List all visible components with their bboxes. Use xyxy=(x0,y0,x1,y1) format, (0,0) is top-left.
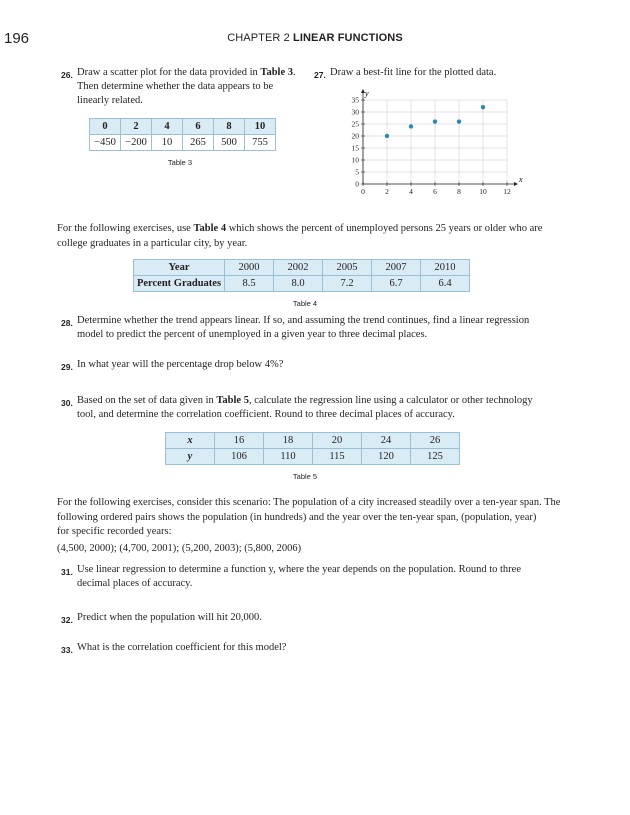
table-5-row-label: x xyxy=(166,433,215,449)
chart-grid xyxy=(363,100,507,184)
table-5 xyxy=(165,432,460,465)
table-3-value-row xyxy=(90,135,276,151)
table-4-cell: 6.4 xyxy=(421,276,470,292)
running-head xyxy=(0,32,630,44)
table-4-intro xyxy=(57,222,577,251)
table-4 xyxy=(133,259,470,292)
exercise-31-line2: decimal places of accuracy. xyxy=(77,578,193,589)
exercise-31-line1: Use linear regression to determine a function y, where the year depends on the population. Round to three xyxy=(77,564,521,575)
table-5-cell: 24 xyxy=(362,433,411,449)
chart-x-axis-arrow xyxy=(514,182,518,186)
table-4-cell: 2002 xyxy=(274,260,323,276)
table-3-header-cell: 10 xyxy=(245,119,276,135)
chart-y-tick-label: 25 xyxy=(351,119,359,129)
chart-point xyxy=(409,124,413,128)
exercise-26-table-ref: Table 3 xyxy=(260,67,293,78)
table-4-cell: 2010 xyxy=(421,260,470,276)
chart-axes xyxy=(361,89,518,186)
chart-y-tick-label: 20 xyxy=(351,131,359,141)
chart-x-tick-label: 12 xyxy=(503,187,511,196)
table-5-cell: 16 xyxy=(215,433,264,449)
exercise-30-text-b: , calculate the regression line using a calculator or other technology xyxy=(248,395,533,406)
table-3-value-cell: 500 xyxy=(214,135,245,151)
exercise-33-number: 33. xyxy=(61,645,73,655)
page-number: 196 xyxy=(4,30,30,47)
table-5-cell: 20 xyxy=(313,433,362,449)
table-4-intro-ref: Table 4 xyxy=(193,223,227,234)
table-3-header-cell: 2 xyxy=(121,119,152,135)
table-3-header-cell: 8 xyxy=(214,119,245,135)
exercise-32-number: 32. xyxy=(61,615,73,625)
exercise-30-table-ref: Table 5 xyxy=(216,395,249,406)
table-4-intro-b: which shows the percent of unemployed persons 25 years or older who are xyxy=(226,223,543,234)
exercise-27-number: 27. xyxy=(314,70,326,80)
exercise-31-text xyxy=(77,563,577,591)
exercise-26-text-a: Draw a scatter plot for the data provided in xyxy=(77,67,261,78)
table-4-cell: 6.7 xyxy=(372,276,421,292)
table-5-cell: 125 xyxy=(411,449,460,465)
exercise-26-number: 26. xyxy=(61,70,73,80)
chart-point xyxy=(481,105,485,109)
table-5-row-label: y xyxy=(166,449,215,465)
chart-x-axis-label: x xyxy=(519,175,523,184)
exercise-30-text-a: Based on the set of data given in xyxy=(77,395,217,406)
exercise-32-text: Predict when the population will hit 20,000. xyxy=(77,612,262,623)
table-4-intro-a: For the following exercises, use xyxy=(57,223,194,234)
table-5-cell: 120 xyxy=(362,449,411,465)
chart-y-tick-label: 35 xyxy=(351,95,359,105)
table-4-cell: 7.2 xyxy=(323,276,372,292)
table-4-cell: 8.5 xyxy=(225,276,274,292)
table-4-cell: 8.0 xyxy=(274,276,323,292)
chart-x-tick-label: 4 xyxy=(409,187,413,196)
table-4-row-label: Year xyxy=(134,260,225,276)
chapter-title: LINEAR FUNCTIONS xyxy=(293,32,403,44)
table-5-row-y xyxy=(166,449,460,465)
chart-point xyxy=(433,119,437,123)
table-3-value-cell: 265 xyxy=(183,135,214,151)
population-pairs: (4,500, 2000); (4,700, 2001); (5,200, 2003); (5,800, 2006) xyxy=(57,543,302,554)
table-3-value-cell: 10 xyxy=(152,135,183,151)
table-3-caption: Table 3 xyxy=(167,158,193,167)
table-4-cell: 2005 xyxy=(323,260,372,276)
chart-y-tick-label: 0 xyxy=(355,179,359,189)
chart-x-tick-label: 6 xyxy=(433,187,437,196)
table-4-caption: Table 4 xyxy=(292,299,318,308)
table-5-caption: Table 5 xyxy=(292,472,318,481)
exercise-28-number: 28. xyxy=(61,318,73,328)
table-4-cell: 2007 xyxy=(372,260,421,276)
exercise-30-text xyxy=(77,394,577,422)
exercise-26-line2: Then determine whether the data appears to be xyxy=(77,81,274,92)
exercise-26-line3: linearly related. xyxy=(77,95,143,106)
chart-y-tick-label: 30 xyxy=(351,107,359,117)
exercise-28-line1: Determine whether the trend appears linear. If so, and assuming the trend continues, find a linear regression xyxy=(77,315,530,326)
table-3-header-cell: 4 xyxy=(152,119,183,135)
chart-y-axis-label: y xyxy=(365,89,369,98)
exercise-26-text-b: . xyxy=(293,67,296,78)
table-4-row-year xyxy=(134,260,470,276)
chapter-label: CHAPTER 2 xyxy=(227,32,290,44)
table-3-header-row xyxy=(90,119,276,135)
chart-x-tick-label: 2 xyxy=(385,187,389,196)
chart-y-tick-label: 10 xyxy=(351,155,359,165)
exercise-30-line2: tool, and determine the correlation coefficient. Round to three decimal places of accuracy. xyxy=(77,409,455,420)
table-3-value-cell: 755 xyxy=(245,135,276,151)
table-4-row-label: Percent Graduates xyxy=(134,276,225,292)
chart-y-tick-label: 15 xyxy=(351,143,359,153)
scatter-chart xyxy=(335,88,525,200)
exercise-33-text: What is the correlation coefficient for this model? xyxy=(77,642,287,653)
exercise-27-text: Draw a best-fit line for the plotted data. xyxy=(330,67,497,78)
table-3-header-cell: 0 xyxy=(90,119,121,135)
chart-y-tick-label: 5 xyxy=(355,167,359,177)
table-5-cell: 110 xyxy=(264,449,313,465)
chart-point xyxy=(385,134,389,138)
table-3 xyxy=(89,118,276,151)
exercise-31-number: 31. xyxy=(61,567,73,577)
table-4-cell: 2000 xyxy=(225,260,274,276)
chart-x-tick-label: 0 xyxy=(361,187,365,196)
exercise-30-number: 30. xyxy=(61,398,73,408)
chart-x-tick-label: 8 xyxy=(457,187,461,196)
exercise-29-number: 29. xyxy=(61,362,73,372)
table-5-cell: 115 xyxy=(313,449,362,465)
population-scenario-line2: following ordered pairs shows the population (in hundreds) and the year over the ten-year span, (population, year) xyxy=(57,511,537,523)
exercise-28-line2: model to predict the percent of unemployed in a given year to three decimal places. xyxy=(77,329,428,340)
exercise-29-text: In what year will the percentage drop below 4%? xyxy=(77,359,284,370)
table-5-cell: 106 xyxy=(215,449,264,465)
table-3-value-cell: −450 xyxy=(90,135,121,151)
chart-tick-labels xyxy=(352,96,512,197)
table-5-cell: 18 xyxy=(264,433,313,449)
population-scenario-line1: For the following exercises, consider this scenario: The population of a city increased steadily over a ten-year span. The xyxy=(57,497,561,508)
table-5-cell: 26 xyxy=(411,433,460,449)
exercise-28-text xyxy=(77,314,577,342)
population-scenario xyxy=(57,496,587,540)
table-3-value-cell: −200 xyxy=(121,135,152,151)
table-5-row-x xyxy=(166,433,460,449)
table-4-intro-line2: college graduates in a particular city, by year. xyxy=(57,237,248,249)
table-3-header-cell: 6 xyxy=(183,119,214,135)
chart-x-tick-label: 10 xyxy=(479,187,487,196)
exercise-26-text xyxy=(77,66,307,108)
chart-point xyxy=(457,119,461,123)
population-scenario-line3: for specific recorded years: xyxy=(57,526,172,537)
table-4-row-percent xyxy=(134,276,470,292)
